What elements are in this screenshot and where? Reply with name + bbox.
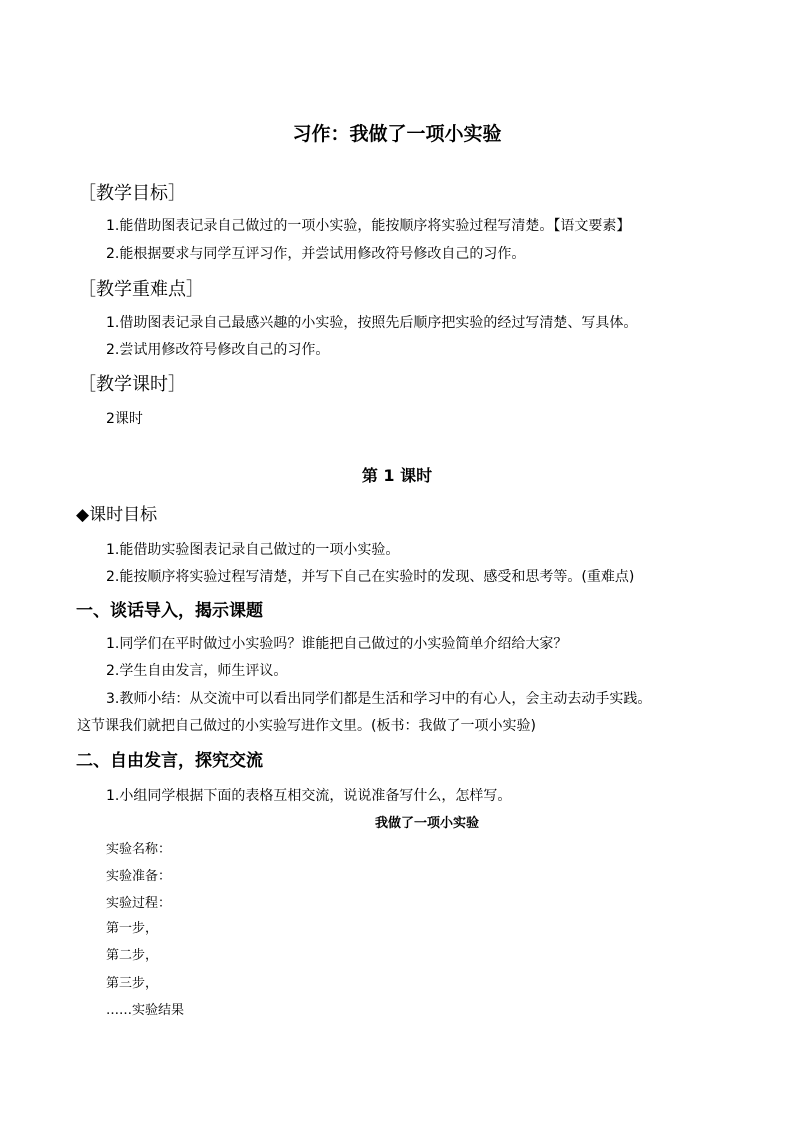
- form-line-step-1: 第一步，: [106, 921, 159, 936]
- goal-item-1: 1.能借助图表记录自己做过的一项小实验，能按顺序将实验过程写清楚。【语文要素】: [106, 218, 631, 234]
- teaching-goals-heading: ［教学目标］: [78, 183, 186, 204]
- form-line-result: ……实验结果: [106, 1003, 185, 1018]
- section-1-item-1: 1.同学们在平时做过小实验吗？谁能把自己做过的小实验简单介绍给大家？: [106, 636, 568, 652]
- form-line-step-3: 第三步，: [106, 976, 159, 991]
- goal-item-2: 2.能根据要求与同学互评习作，并尝试用修改符号修改自己的习作。: [106, 246, 526, 262]
- keypoint-item-2: 2.尝试用修改符号修改自己的习作。: [106, 342, 330, 358]
- section-1-item-2: 2.学生自由发言，师生评议。: [106, 663, 288, 679]
- lesson-1-title: 第 1 课时: [361, 466, 433, 485]
- key-points-heading: ［教学重难点］: [78, 279, 204, 300]
- form-line-name: 实验名称：: [106, 842, 172, 857]
- section-2-item-1: 1.小组同学根据下面的表格互相交流，说说准备写什么，怎样写。: [106, 788, 512, 804]
- class-hours-heading: ［教学课时］: [78, 374, 186, 395]
- experiment-form-title: 我做了一项小实验: [374, 816, 479, 831]
- section-1-continuation: 这节课我们就把自己做过的小实验写进作文里。(板书：我做了一项小实验): [77, 718, 536, 734]
- section-1-item-3: 3.教师小结：从交流中可以看出同学们都是生活和学习中的有心人，会主动去动手实践。: [106, 691, 652, 707]
- section-1-heading: 一、谈话导入，揭示课题: [76, 601, 263, 621]
- class-hours-text: 2课时: [106, 411, 143, 427]
- form-line-process: 实验过程：: [106, 896, 172, 911]
- lesson-objective-heading: ◆课时目标: [76, 505, 158, 525]
- form-line-preparation: 实验准备：: [106, 869, 172, 884]
- objective-item-1: 1.能借助实验图表记录自己做过的一项小实验。: [106, 542, 400, 558]
- document-title: 习作：我做了一项小实验: [292, 123, 502, 145]
- objective-item-2: 2.能按顺序将实验过程写清楚，并写下自己在实验时的发现、感受和思考等。(重难点): [106, 569, 635, 585]
- keypoint-item-1: 1.借助图表记录自己最感兴趣的小实验，按照先后顺序把实验的经过写清楚、写具体。: [106, 315, 638, 331]
- section-2-heading: 二、自由发言，探究交流: [76, 751, 263, 771]
- form-line-step-2: 第二步，: [106, 948, 159, 963]
